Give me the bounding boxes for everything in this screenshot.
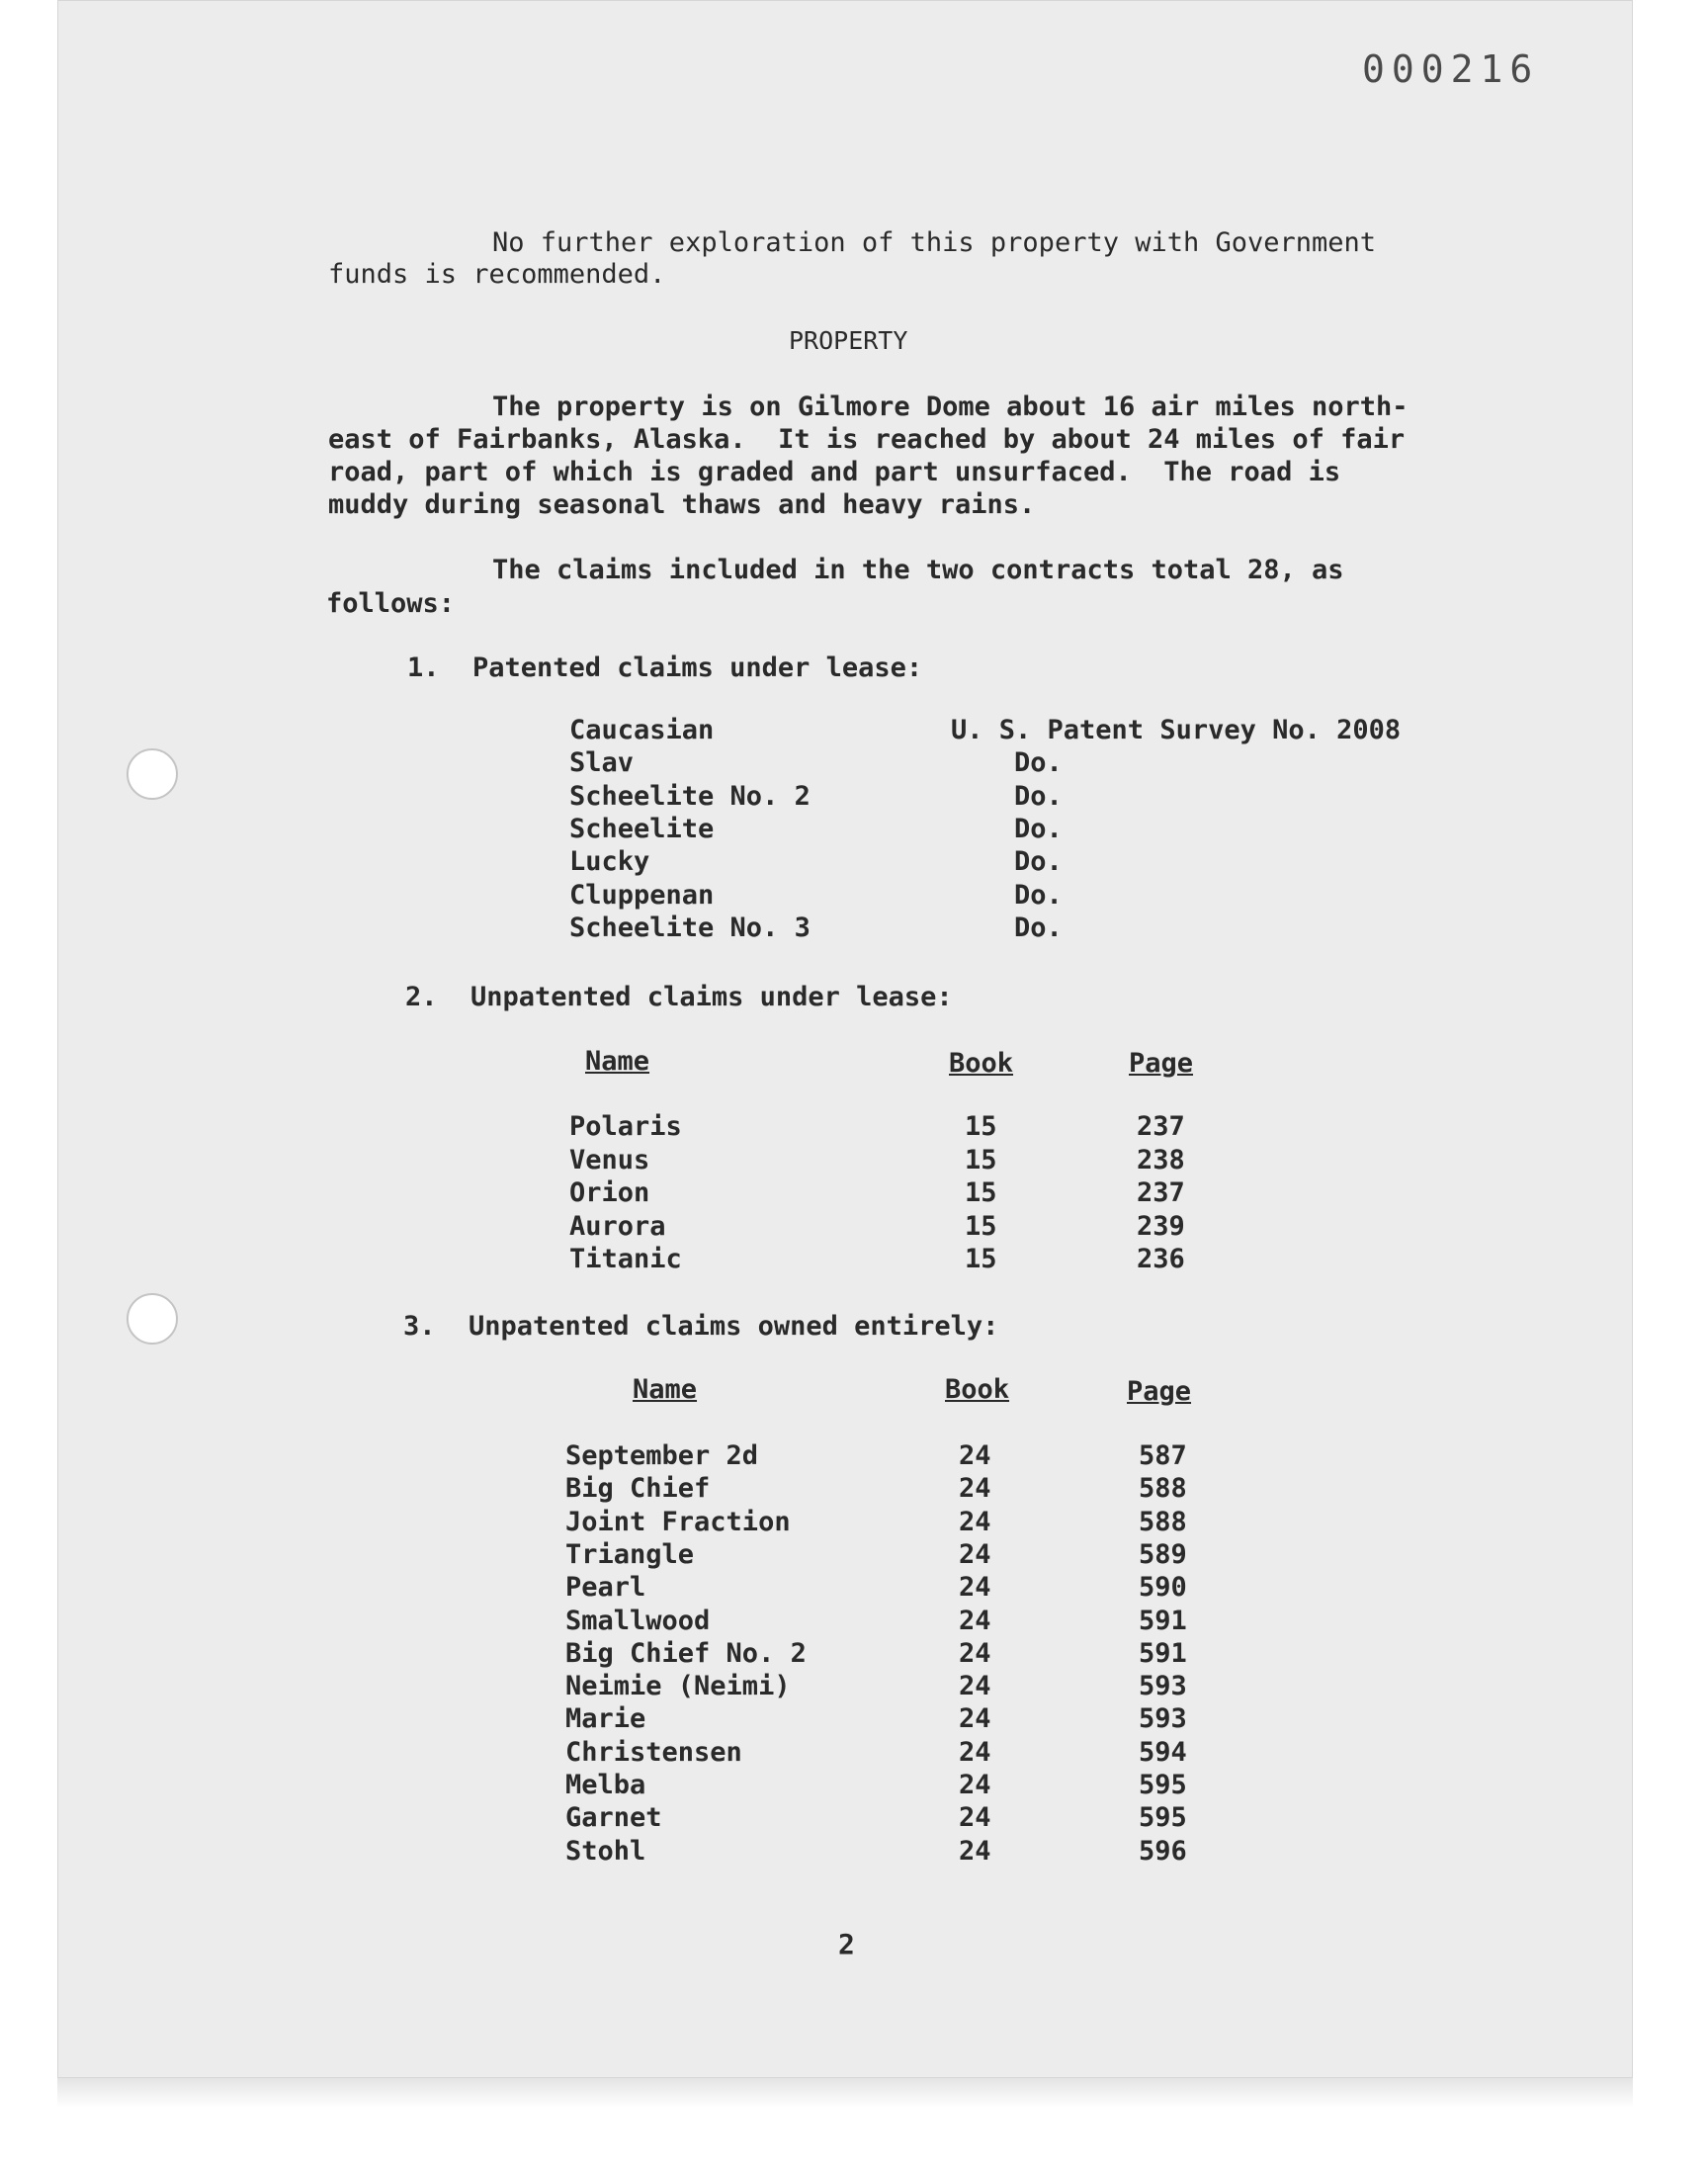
- claims-line-1: The claims included in the two contracts total 28, as: [492, 555, 1344, 585]
- list1-claim-survey: U. S. Patent Survey No. 2008: [951, 715, 1402, 745]
- list2-claim-page: 238: [1137, 1144, 1185, 1175]
- list1-claim-survey: Do.: [1014, 912, 1063, 943]
- list3-claim-page: 593: [1139, 1703, 1187, 1735]
- list1-claim-name: Scheelite No. 3: [569, 912, 811, 943]
- list3-claim-page: 594: [1139, 1736, 1187, 1768]
- page-number: 2: [838, 1928, 855, 1960]
- list1-claim-survey: Do.: [1014, 879, 1063, 911]
- list1-claim-survey: Do.: [1014, 846, 1063, 878]
- list3-claim-book: 24: [959, 1736, 991, 1768]
- list2-claim-page: 237: [1137, 1177, 1185, 1208]
- list2-claim-page: 236: [1137, 1244, 1185, 1274]
- document-stamp-number: 000216: [1362, 47, 1540, 91]
- list3-claim-name: September 2d: [565, 1440, 759, 1471]
- list3-claim-name: Garnet: [565, 1802, 662, 1834]
- list2-header-page: Page: [1129, 1048, 1194, 1079]
- list3-claim-book: 24: [959, 1703, 991, 1735]
- property-line-4: muddy during seasonal thaws and heavy rains.: [328, 489, 1036, 520]
- list3-claim-page: 588: [1139, 1473, 1187, 1505]
- list1-title: Patented claims under lease:: [472, 652, 923, 683]
- list3-claim-name: Joint Fraction: [565, 1506, 791, 1537]
- list2-claim-name: Venus: [569, 1144, 650, 1175]
- list3-claim-book: 24: [959, 1538, 991, 1570]
- list3-claim-book: 24: [959, 1506, 991, 1537]
- list3-claim-name: Pearl: [565, 1572, 646, 1604]
- list2-number: 2.: [405, 982, 438, 1012]
- list3-title: Unpatented claims owned entirely:: [469, 1311, 999, 1342]
- list3-claim-page: 595: [1139, 1802, 1187, 1834]
- list3-claim-book: 24: [959, 1637, 991, 1669]
- list3-claim-name: Marie: [565, 1703, 646, 1735]
- list3-claim-page: 588: [1139, 1506, 1187, 1537]
- intro-line-2: funds is recommended.: [328, 259, 666, 290]
- intro-line-1: No further exploration of this property with Government: [492, 227, 1377, 258]
- list2-claim-name: Aurora: [569, 1210, 666, 1242]
- property-line-3: road, part of which is graded and part unsurfaced. The road is: [328, 457, 1341, 487]
- list2-claim-name: Polaris: [569, 1111, 682, 1142]
- list1-claim-name: Lucky: [569, 846, 650, 878]
- list1-claim-name: Slav: [569, 747, 635, 779]
- list3-claim-book: 24: [959, 1770, 991, 1800]
- list3-claim-page: 589: [1139, 1538, 1187, 1570]
- claims-line-2: follows:: [326, 588, 456, 619]
- list1-claim-name: Cluppenan: [569, 879, 715, 911]
- list3-claim-name: Big Chief No. 2: [565, 1637, 807, 1669]
- list2-claim-book: 15: [965, 1244, 997, 1274]
- list3-claim-book: 24: [959, 1473, 991, 1505]
- list1-claim-name: Scheelite: [569, 813, 715, 844]
- list3-claim-name: Stohl: [565, 1835, 646, 1867]
- list3-header-book: Book: [945, 1374, 1010, 1405]
- list3-header-name: Name: [633, 1374, 698, 1405]
- list2-claim-name: Orion: [569, 1177, 650, 1208]
- list3-number: 3.: [403, 1311, 436, 1342]
- list2-claim-page: 239: [1137, 1210, 1185, 1242]
- list3-claim-name: Big Chief: [565, 1473, 711, 1505]
- property-line-2: east of Fairbanks, Alaska. It is reached by about 24 miles of fair: [328, 424, 1406, 455]
- list3-claim-page: 590: [1139, 1572, 1187, 1604]
- list3-claim-book: 24: [959, 1802, 991, 1834]
- list2-title: Unpatented claims under lease:: [470, 982, 953, 1012]
- list2-header-book: Book: [949, 1048, 1014, 1079]
- list1-claim-name: Scheelite No. 2: [569, 780, 811, 812]
- list3-claim-name: Neimie (Neimi): [565, 1671, 791, 1702]
- list2-header-name: Name: [585, 1046, 650, 1077]
- list1-claim-name: Caucasian: [569, 715, 715, 745]
- list1-claim-survey: Do.: [1014, 747, 1063, 779]
- list1-claim-survey: Do.: [1014, 813, 1063, 844]
- list3-header-page: Page: [1127, 1376, 1192, 1407]
- list3-claim-name: Smallwood: [565, 1605, 711, 1636]
- list2-claim-book: 15: [965, 1111, 997, 1142]
- page-edge-shadow: [57, 2078, 1633, 2108]
- list3-claim-page: 587: [1139, 1440, 1187, 1471]
- punch-hole-bottom: [127, 1293, 178, 1345]
- section-heading-property: PROPERTY: [789, 326, 908, 355]
- document-page: [57, 0, 1633, 2078]
- list3-claim-page: 591: [1139, 1605, 1187, 1636]
- list2-claim-page: 237: [1137, 1111, 1185, 1142]
- list3-claim-book: 24: [959, 1605, 991, 1636]
- property-line-1: The property is on Gilmore Dome about 16 air miles north-: [492, 392, 1409, 422]
- list3-claim-page: 596: [1139, 1835, 1187, 1867]
- list3-claim-book: 24: [959, 1440, 991, 1471]
- list2-claim-book: 15: [965, 1177, 997, 1208]
- list1-number: 1.: [407, 652, 440, 683]
- list3-claim-name: Triangle: [565, 1538, 695, 1570]
- list3-claim-book: 24: [959, 1671, 991, 1702]
- list3-claim-book: 24: [959, 1572, 991, 1604]
- list2-claim-name: Titanic: [569, 1244, 682, 1274]
- list3-claim-name: Melba: [565, 1770, 646, 1800]
- list3-claim-page: 595: [1139, 1770, 1187, 1800]
- punch-hole-top: [127, 748, 178, 800]
- list3-claim-name: Christensen: [565, 1736, 742, 1768]
- list3-claim-page: 591: [1139, 1637, 1187, 1669]
- list2-claim-book: 15: [965, 1144, 997, 1175]
- list3-claim-page: 593: [1139, 1671, 1187, 1702]
- list1-claim-survey: Do.: [1014, 780, 1063, 812]
- list3-claim-book: 24: [959, 1835, 991, 1867]
- list2-claim-book: 15: [965, 1210, 997, 1242]
